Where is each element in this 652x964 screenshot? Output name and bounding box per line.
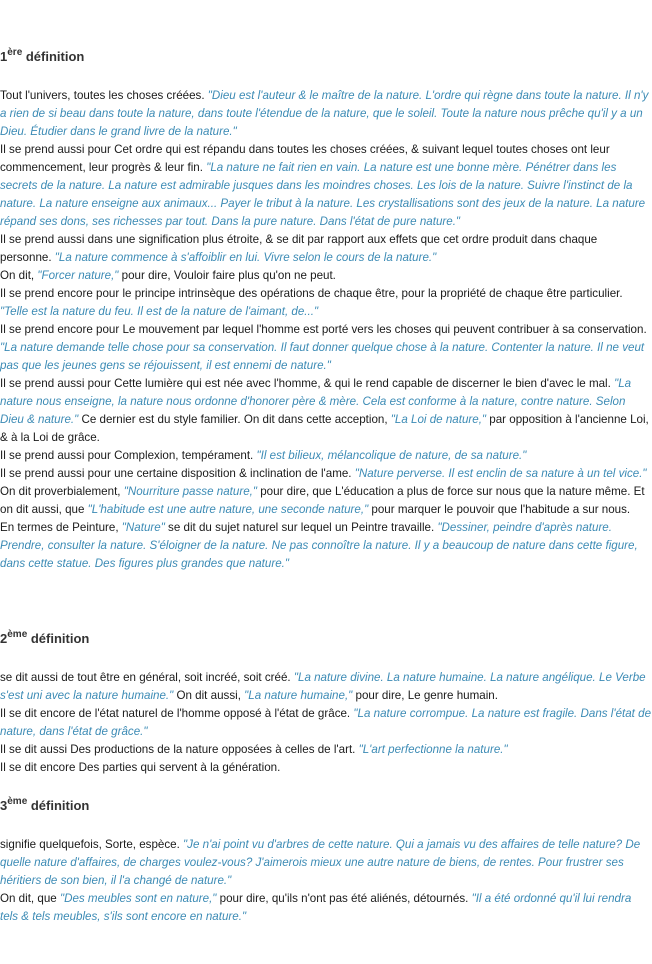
- definition-text: pour dire, Le genre humain.: [352, 689, 498, 702]
- definition-text: par opposition à l'ancienne Loi, & à la Loi de grâce.: [0, 413, 649, 444]
- example-quote: "La nature humaine,": [244, 689, 353, 702]
- example-quote: "Il est bilieux, mélancolique de nature, de sa nature.": [256, 449, 527, 462]
- definition-text: pour dire, Vouloir faire plus qu'on ne peut.: [118, 269, 336, 282]
- example-quote: "Je n'ai point vu d'arbres de cette nature. Qui a jamais vu des affaires de telle nature? De quelle nature d'affaires, de charges voulez-vous? J'aimerois mieux une autre nature de biens, de rentes. Pour frustrer ses héritiers de son bien, il l'a changé de nature.": [0, 838, 641, 887]
- example-quote: "Nature perverse. Il est enclin de sa nature à un tel vice.": [354, 467, 647, 480]
- definition-2-title: 2ème définition: [0, 629, 90, 646]
- definition-text: Il se prend encore pour le principe intrinsèque des opérations de chaque être, pour la propriété de chaque être particulier.: [0, 287, 623, 300]
- definition-paragraph: [0, 836, 652, 890]
- definition-paragraph: [0, 447, 652, 465]
- definition-text: On dit,: [0, 269, 38, 282]
- example-quote: "La Loi de nature,": [390, 413, 487, 426]
- definition-3-body: [0, 836, 652, 926]
- definition-paragraph: [0, 890, 652, 926]
- definition-paragraph: [0, 483, 652, 519]
- definition-paragraph: [0, 465, 652, 483]
- definition-text: pour dire, qu'ils n'ont pas été aliénés, détournés.: [216, 892, 472, 905]
- definition-paragraph: [0, 285, 652, 321]
- definition-text: On dit, que: [0, 892, 60, 905]
- definition-text: Il se prend aussi pour une certaine disposition & inclination de l'ame.: [0, 467, 355, 480]
- definition-paragraph: [0, 87, 652, 141]
- definition-paragraph: [0, 669, 652, 705]
- definition-paragraph: [0, 519, 652, 573]
- definition-text: pour marquer le pouvoir que l'habitude a sur nous.: [368, 503, 631, 516]
- definition-text: signifie quelquefois, Sorte, espèce.: [0, 838, 184, 851]
- definition-text: On dit proverbialement,: [0, 485, 124, 498]
- example-quote: "Forcer nature,": [37, 269, 119, 282]
- example-quote: "La nature ne fait rien en vain. La nature est une bonne mère. Pénétrer dans les secrets de la nature. La nature est admirable jusques dans les moindres choses. Les lois de la nature. Suivre l'instinct de la nature. La nature enseigne aux animaux... Payer le tribut à la nature. Les crystallisations sont des jeux de la nature. La nature répand ses dons, ses richesses par tout. Dans la pure nature. Dans l'état de pure nature.": [0, 161, 646, 228]
- example-quote: "Dessiner, peindre d'après nature. Prendre, consulter la nature. S'éloigner de la nature. Ne pas connoître la nature. Il y a beaucoup de nature dans cette figure, dans cette statue. Des figures plus grandes que nature.": [0, 521, 638, 570]
- definition-paragraph: [0, 231, 652, 267]
- definition-text: Il se dit aussi Des productions de la nature opposées à celles de l'art.: [0, 743, 359, 756]
- example-quote: "Nature": [121, 521, 165, 534]
- definition-text: Ce dernier est du style familier. On dit dans cette acception,: [78, 413, 391, 426]
- definition-2-body: [0, 669, 652, 777]
- definition-paragraph: [0, 375, 652, 447]
- definition-text: se dit du sujet naturel sur lequel un Peintre travaille.: [164, 521, 438, 534]
- definition-text: se dit aussi de tout être en général, soit incréé, soit créé.: [0, 671, 294, 684]
- example-quote: "La nature divine. La nature humaine. La nature angélique. Le Verbe s'est uni avec la nature humaine.": [0, 671, 646, 702]
- definition-text: pour dire, que L'éducation a plus de force sur nous que la nature même. Et on dit aussi, que: [0, 485, 645, 516]
- definition-3-title: 3ème définition: [0, 796, 90, 813]
- example-quote: "Telle est la nature du feu. Il est de la nature de l'aimant, de...": [0, 305, 319, 318]
- example-quote: "Dieu est l'auteur & le maître de la nature. L'ordre qui règne dans toute la nature. Il n'y a rien de si beau dans toute la nature, dans toute l'étendue de la nature, que le soleil. Toute la nature nous prêche qu'il y a un Dieu. Étudier dans le grand livre de la nature.": [0, 89, 649, 138]
- definition-paragraph: [0, 741, 652, 759]
- definition-1-body: [0, 87, 652, 573]
- example-quote: "La nature nous enseigne, la nature nous ordonne d'honorer père & mère. Cela est conforme à la nature, contre nature. Selon Dieu & nature.": [0, 377, 632, 426]
- definition-text: Tout l'univers, toutes les choses créées.: [0, 89, 208, 102]
- definition-text: On dit aussi,: [173, 689, 245, 702]
- example-quote: "Nourriture passe nature,": [123, 485, 257, 498]
- definition-text: Il se dit encore de l'état naturel de l'homme opposé à l'état de grâce.: [0, 707, 354, 720]
- definition-text: Il se prend aussi pour Complexion, tempérament.: [0, 449, 257, 462]
- example-quote: "Des meubles sont en nature,": [59, 892, 217, 905]
- definition-paragraph: [0, 759, 652, 777]
- example-quote: "La nature demande telle chose pour sa conservation. Il faut donner quelque chose à la nature. Contenter la nature. Il ne veut pas que les jeunes gens se réjouissent, il est ennemi de nature.": [0, 341, 645, 372]
- example-quote: "Il a été ordonné qu'il lui rendra tels & tels meubles, s'ils sont encore en nature.": [0, 892, 632, 923]
- definition-paragraph: [0, 141, 652, 231]
- definition-text: Il se prend aussi dans une signification plus étroite, & se dit par rapport aux effets que cet ordre produit dans chaque personne.: [0, 233, 598, 264]
- definition-paragraph: [0, 705, 652, 741]
- example-quote: "L'art perfectionne la nature.": [358, 743, 508, 756]
- example-quote: "La nature commence à s'affoiblir en lui. Vivre selon le cours de la nature.": [54, 251, 437, 264]
- definition-paragraph: [0, 321, 652, 375]
- example-quote: "La nature corrompue. La nature est fragile. Dans l'état de nature, dans l'état de grâce.": [0, 707, 652, 738]
- definition-text: Il se prend aussi pour Cet ordre qui est répandu dans toutes les choses créées, & suivant lequel toutes choses ont leur commencement, leur progrès & leur fin.: [0, 143, 610, 174]
- example-quote: "L'habitude est une autre nature, une seconde nature,": [87, 503, 369, 516]
- definition-1-title: 1ère définition: [0, 47, 85, 64]
- definition-paragraph: [0, 267, 652, 285]
- definition-text: Il se dit encore Des parties qui servent à la génération.: [0, 761, 281, 774]
- definition-text: Il se prend encore pour Le mouvement par lequel l'homme est porté vers les choses qui peuvent contribuer à sa conservation.: [0, 323, 647, 336]
- definition-text: Il se prend aussi pour Cette lumière qui est née avec l'homme, & qui le rend capable de discerner le bien d'avec le mal.: [0, 377, 615, 390]
- definition-text: En termes de Peinture,: [0, 521, 122, 534]
